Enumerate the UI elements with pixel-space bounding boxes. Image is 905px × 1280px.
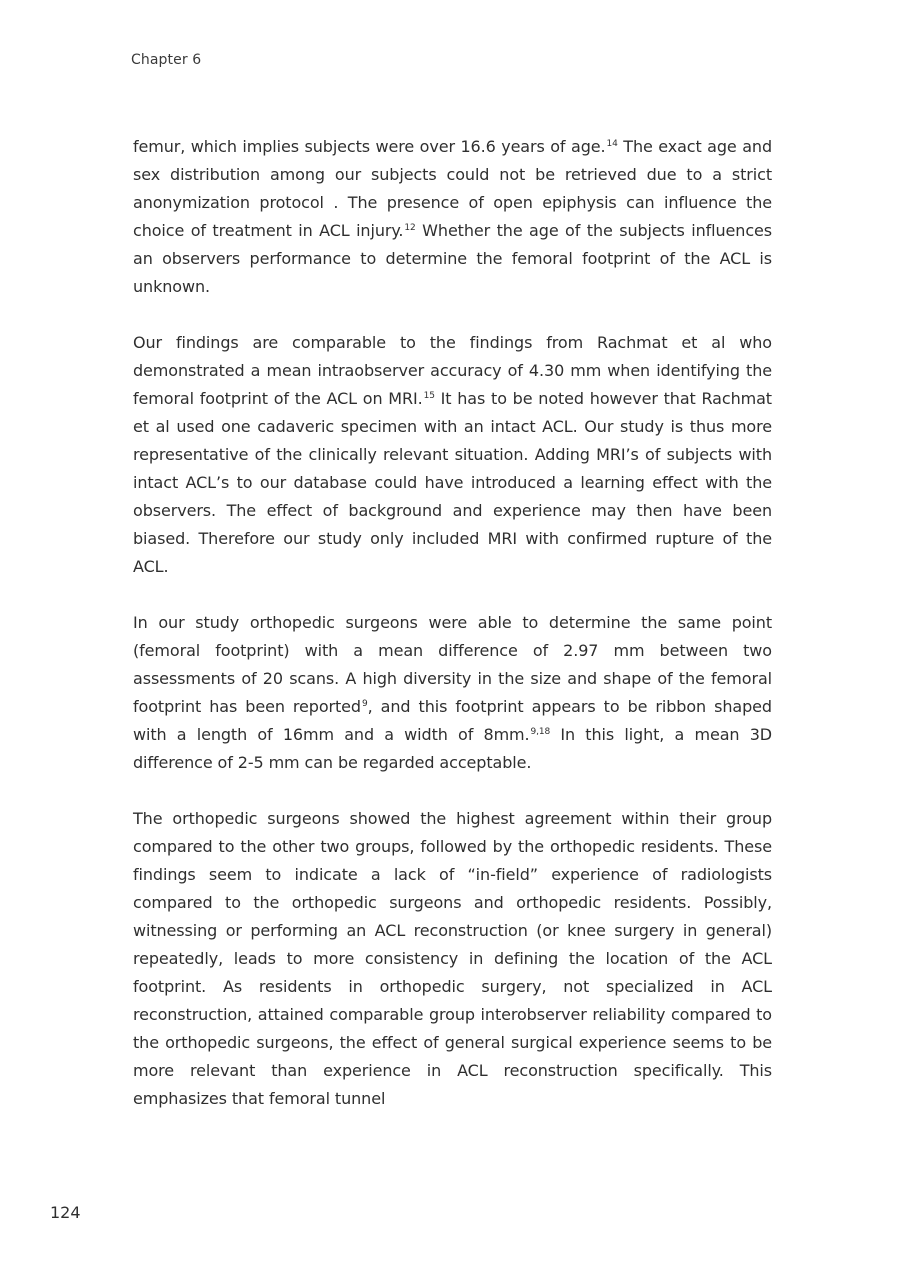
page-number: 124	[50, 1203, 81, 1222]
citation-ref: 12	[404, 223, 416, 233]
paragraph-2	[133, 329, 772, 581]
paragraph-text: In our study orthopedic surgeons were able to determine the same point (femoral footprint) with a mean difference of 2.97 mm between two assessments of 20 scans. A high diversity in the size and shape of the femoral footprint has been reported	[133, 613, 772, 716]
citation-ref: 9,18	[530, 727, 551, 737]
paragraph-text: Our findings are comparable to the findings from Rachmat et al who demonstrated a mean intraobserver accuracy of 4.30 mm when identifying the femoral footprint of the ACL on MRI.	[133, 333, 772, 408]
paragraph-text: It has to be noted however that Rachmat et al used one cadaveric specimen with an intact ACL. Our study is thus more representative of the clinically relevant situation. Adding MRI’s of subjects with intact ACL’s to our database could have introduced a learning effect with the observers. The effect of background and experience may then have been biased. Therefore our study only included MRI with confirmed rupture of the ACL.	[133, 389, 772, 576]
citation-ref: 14	[606, 139, 618, 149]
paragraph-text: Whether the age of the subjects influences an observers performance to determine the femoral footprint of the ACL is unknown.	[133, 221, 773, 296]
citation-ref: 15	[423, 391, 435, 401]
paragraph-4: The orthopedic surgeons showed the highest agreement within their group compared to the other two groups, followed by the orthopedic residents. These findings seem to indicate a lack of “in-field” experience of radiologists compared to the orthopedic surgeons and orthopedic residents. Possibly, witnessing or performing an ACL reconstruction (or knee surgery in general) repeatedly, leads to more consistency in defining the location of the ACL footprint. As residents in orthopedic surgery, not specialized in ACL reconstruction, attained comparable group interobserver reliability compared to the orthopedic surgeons, the effect of general surgical experience seems to be more relevant than experience in ACL reconstruction specifically. This emphasizes that femoral tunnel	[133, 809, 772, 1108]
paragraph-text: femur, which implies subjects were over 16.6 years of age.	[133, 137, 606, 156]
chapter-header: Chapter 6	[131, 52, 202, 68]
paragraph-text: , and this footprint appears to be ribbon shaped with a length of 16mm and a width of 8mm.	[133, 697, 772, 744]
citation-ref: 9	[361, 699, 368, 709]
body-text	[133, 133, 772, 1113]
paragraph-3	[133, 609, 772, 777]
paragraph-text: The exact age and sex distribution among our subjects could not be retrieved due to a strict anonymization protocol . The presence of open epiphysis can influence the choice of treatment in ACL injury.	[133, 137, 772, 240]
paragraph-1	[133, 133, 772, 301]
paragraph-text: In this light, a mean 3D difference of 2-5 mm can be regarded acceptable.	[133, 725, 772, 772]
